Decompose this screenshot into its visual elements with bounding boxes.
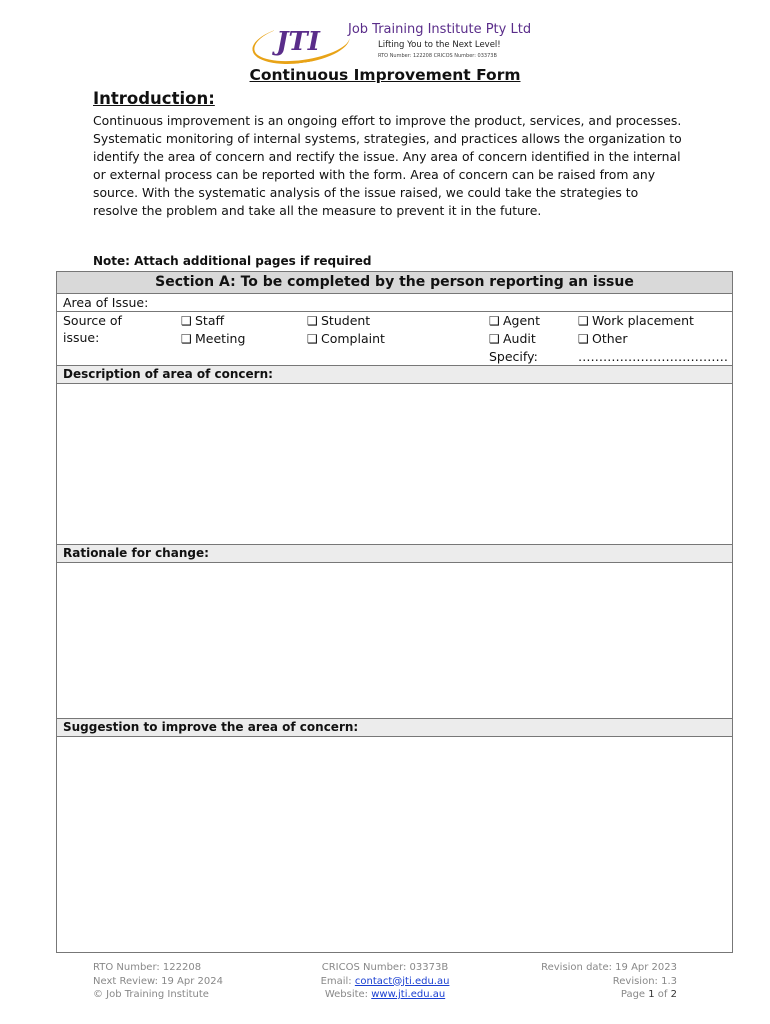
- page-of: of: [654, 989, 671, 1000]
- checkbox-audit[interactable]: [489, 330, 578, 348]
- checkbox-agent[interactable]: [489, 312, 578, 330]
- rationale-label: Rationale for change:: [57, 545, 733, 563]
- footer-left: [93, 961, 223, 1002]
- checkbox-icon: ❑: [307, 332, 318, 346]
- footer-center: [300, 961, 470, 1002]
- checkbox-complaint-label: Complaint: [321, 331, 385, 346]
- checkbox-student-label: Student: [321, 313, 371, 328]
- checkbox-other-label: Other: [592, 331, 628, 346]
- attach-note: Note: Attach additional pages if required: [93, 254, 372, 268]
- footer-copyright: © Job Training Institute: [93, 989, 209, 1000]
- footer-rto: RTO Number: 122208: [93, 962, 202, 973]
- page-current: 1: [648, 989, 655, 1000]
- checkbox-student[interactable]: [307, 312, 489, 330]
- checkbox-icon: ❑: [578, 332, 589, 346]
- checkbox-icon: ❑: [307, 314, 318, 328]
- form-title: Continuous Improvement Form: [249, 66, 521, 84]
- checkbox-icon: ❑: [489, 332, 500, 346]
- footer-revision-date: Revision date: 19 Apr 2023: [541, 962, 677, 973]
- source-of-issue-row: [57, 312, 733, 366]
- area-of-issue-label: Area of Issue:: [63, 295, 149, 310]
- page-total: 2: [670, 989, 677, 1000]
- logo-company-name: Job Training Institute Pty Ltd: [348, 22, 532, 37]
- suggestion-input-area[interactable]: [57, 737, 733, 953]
- checkbox-work-placement[interactable]: [578, 312, 718, 330]
- footer-email-link[interactable]: contact@jti.edu.au: [354, 975, 450, 987]
- footer-next-review: Next Review: 19 Apr 2024: [93, 975, 223, 987]
- checkbox-meeting-label: Meeting: [195, 331, 246, 346]
- checkbox-icon: ❑: [181, 332, 192, 346]
- footer-website-line: [300, 988, 470, 1002]
- footer-website-link[interactable]: www.jti.edu.au: [371, 989, 446, 1000]
- suggestion-label: Suggestion to improve the area of concern:: [57, 719, 733, 737]
- checkbox-staff-label: Staff: [195, 313, 225, 328]
- checkbox-icon: ❑: [578, 314, 589, 328]
- specify-input-line[interactable]: ………………………………: [578, 349, 728, 364]
- footer-right: [541, 961, 677, 1002]
- source-label-line2: issue:: [63, 330, 100, 345]
- checkbox-meeting[interactable]: [181, 330, 307, 348]
- source-of-issue-label: [63, 312, 181, 365]
- section-a-table: [56, 271, 733, 953]
- source-label-line1: Source of: [63, 313, 122, 328]
- footer-website-label: Website:: [324, 989, 372, 1000]
- intro-body: Continuous improvement is an ongoing effort to improve the product, services, and processes. Systematic monitoring of internal systems, strategies, and practices allows the organization to identify the area of concern and rectify the issue. Any area of concern identified in the internal or external process can be reported with the form. Area of concern can be raised from any source. With the systematic analysis of the issue raised, we could take the strategies to resolve the problem and take all the measure to prevent it in the future.: [93, 113, 682, 218]
- intro-heading: Introduction:: [93, 89, 215, 108]
- checkbox-audit-label: Audit: [503, 331, 536, 346]
- footer-revision: Revision: 1.3: [612, 975, 677, 987]
- description-label: Description of area of concern:: [57, 366, 733, 384]
- footer-cricos: CRICOS Number: 03373B: [321, 962, 449, 973]
- checkbox-icon: ❑: [489, 314, 500, 328]
- footer-email-label: Email:: [320, 975, 355, 987]
- checkbox-work-placement-label: Work placement: [592, 313, 694, 328]
- description-input-area[interactable]: [57, 384, 733, 545]
- logo-registration-numbers: RTO Number: 122208 CRICOS Number: 03373B: [378, 53, 497, 59]
- company-logo: [252, 18, 532, 62]
- checkbox-staff[interactable]: [181, 312, 307, 330]
- footer-email-line: [300, 975, 470, 989]
- checkbox-icon: ❑: [181, 314, 192, 328]
- logo-mark: JTI: [276, 27, 320, 57]
- checkbox-agent-label: Agent: [503, 313, 540, 328]
- footer-page-number: [541, 988, 677, 1002]
- section-a-heading: Section A: To be completed by the person reporting an issue: [57, 272, 733, 294]
- specify-label: Specify:: [489, 349, 538, 364]
- rationale-input-area[interactable]: [57, 563, 733, 719]
- page-label: Page: [620, 989, 649, 1000]
- checkbox-other[interactable]: [578, 330, 718, 348]
- logo-tagline: Lifting You to the Next Level!: [378, 40, 501, 50]
- area-of-issue-field[interactable]: [57, 294, 733, 312]
- checkbox-complaint[interactable]: [307, 330, 489, 348]
